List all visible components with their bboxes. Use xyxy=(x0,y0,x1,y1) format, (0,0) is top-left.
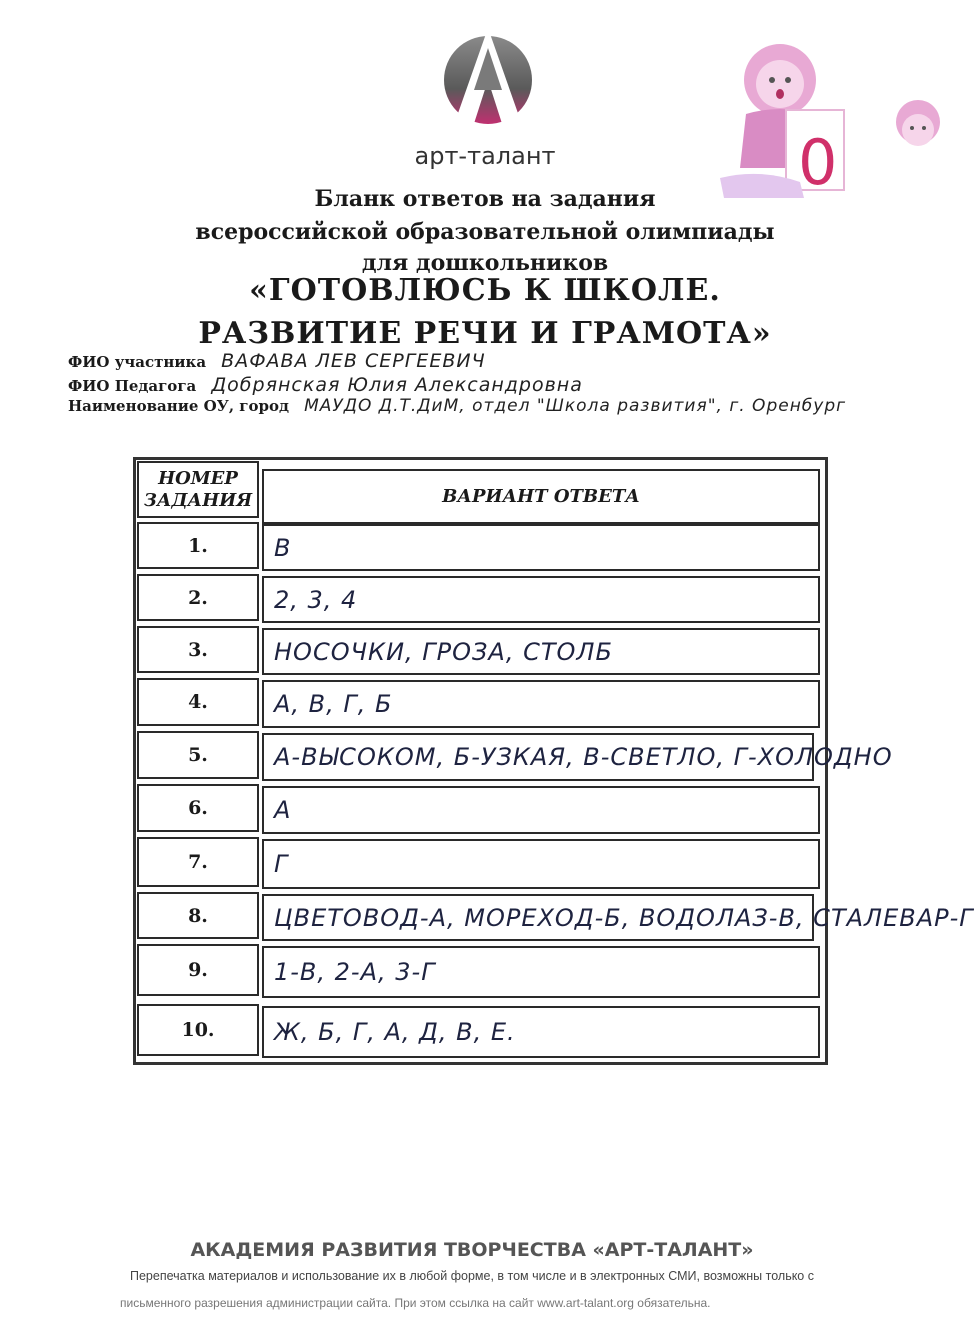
task-number: 5. xyxy=(137,731,259,779)
olympiad-title-line-1: «ГОТОВЛЮСЬ К ШКОЛЕ. xyxy=(249,273,721,308)
teacher-field xyxy=(68,374,928,398)
task-number: 6. xyxy=(137,784,259,832)
column-header-number-line-2: ЗАДАНИЯ xyxy=(143,489,253,511)
column-header-number-line-1: НОМЕР xyxy=(158,467,238,489)
institution-field xyxy=(68,396,928,420)
task-answer: 1-В, 2-А, 3-Г xyxy=(262,946,820,998)
institution-value: МАУДО Д.Т.ДиМ, отдел "Школа развития", г. Оренбург xyxy=(304,396,847,416)
participant-label: ФИО участника xyxy=(68,353,207,371)
task-answer: Г xyxy=(262,839,820,889)
task-number: 9. xyxy=(137,944,259,996)
header-line-3: для дошкольников xyxy=(361,250,609,276)
task-number: 10. xyxy=(137,1004,259,1056)
task-answer: 2, 3, 4 xyxy=(262,576,820,623)
task-answer: НОСОЧКИ, ГРОЗА, СТОЛБ xyxy=(262,628,820,675)
teacher-value: Добрянская Юлия Александровна xyxy=(211,374,583,396)
task-answer: А-ВЫСОКОМ, Б-УЗКАЯ, В-СВЕТЛО, Г-ХОЛОДНО xyxy=(262,733,814,781)
footer-note: Перепечатка материалов и использование их в любой форме, в том числе и в электронных СМИ, возможны только с xyxy=(129,1269,814,1283)
art-talant-logo-icon xyxy=(440,18,536,138)
task-number: 8. xyxy=(137,892,259,939)
participant-value: ВАФАВА ЛЕВ СЕРГЕЕВИЧ xyxy=(221,350,486,372)
column-header-answer: ВАРИАНТ ОТВЕТА xyxy=(262,469,820,524)
task-number: 7. xyxy=(137,837,259,887)
task-answer: В xyxy=(262,524,820,571)
header-line-2: всероссийской образовательной олимпиады xyxy=(195,219,775,245)
column-header-number xyxy=(137,461,259,518)
footer-note-cut: письменного разрешения администрации сайта. При этом ссылка на сайт www.art-talant.org обязательна. xyxy=(120,1296,711,1310)
task-number: 4. xyxy=(137,678,259,726)
institution-label: Наименование ОУ, город xyxy=(68,397,289,415)
teacher-label: ФИО Педагога xyxy=(68,377,197,395)
decor-digit: 0 xyxy=(798,126,838,199)
task-number: 3. xyxy=(137,626,259,673)
task-answer: А xyxy=(262,786,820,834)
task-answer: А, В, Г, Б xyxy=(262,680,820,728)
header-line-1: Бланк ответов на задания xyxy=(314,186,656,212)
task-answer: ЦВЕТОВОД-А, МОРЕХОД-Б, ВОДОЛАЗ-В, СТАЛЕВАР-Г xyxy=(262,894,814,941)
task-number: 1. xyxy=(137,522,259,569)
olympiad-title-line-2: РАЗВИТИЕ РЕЧИ И ГРАМОТА» xyxy=(198,316,772,351)
task-number: 2. xyxy=(137,574,259,621)
participant-field xyxy=(68,350,928,374)
brand-name: арт-талант xyxy=(414,142,556,170)
footer-title: АКАДЕМИЯ РАЗВИТИЯ ТВОРЧЕСТВА «АРТ-ТАЛАНТ» xyxy=(190,1239,754,1261)
task-answer: Ж, Б, Г, А, Д, В, Е. xyxy=(262,1006,820,1058)
